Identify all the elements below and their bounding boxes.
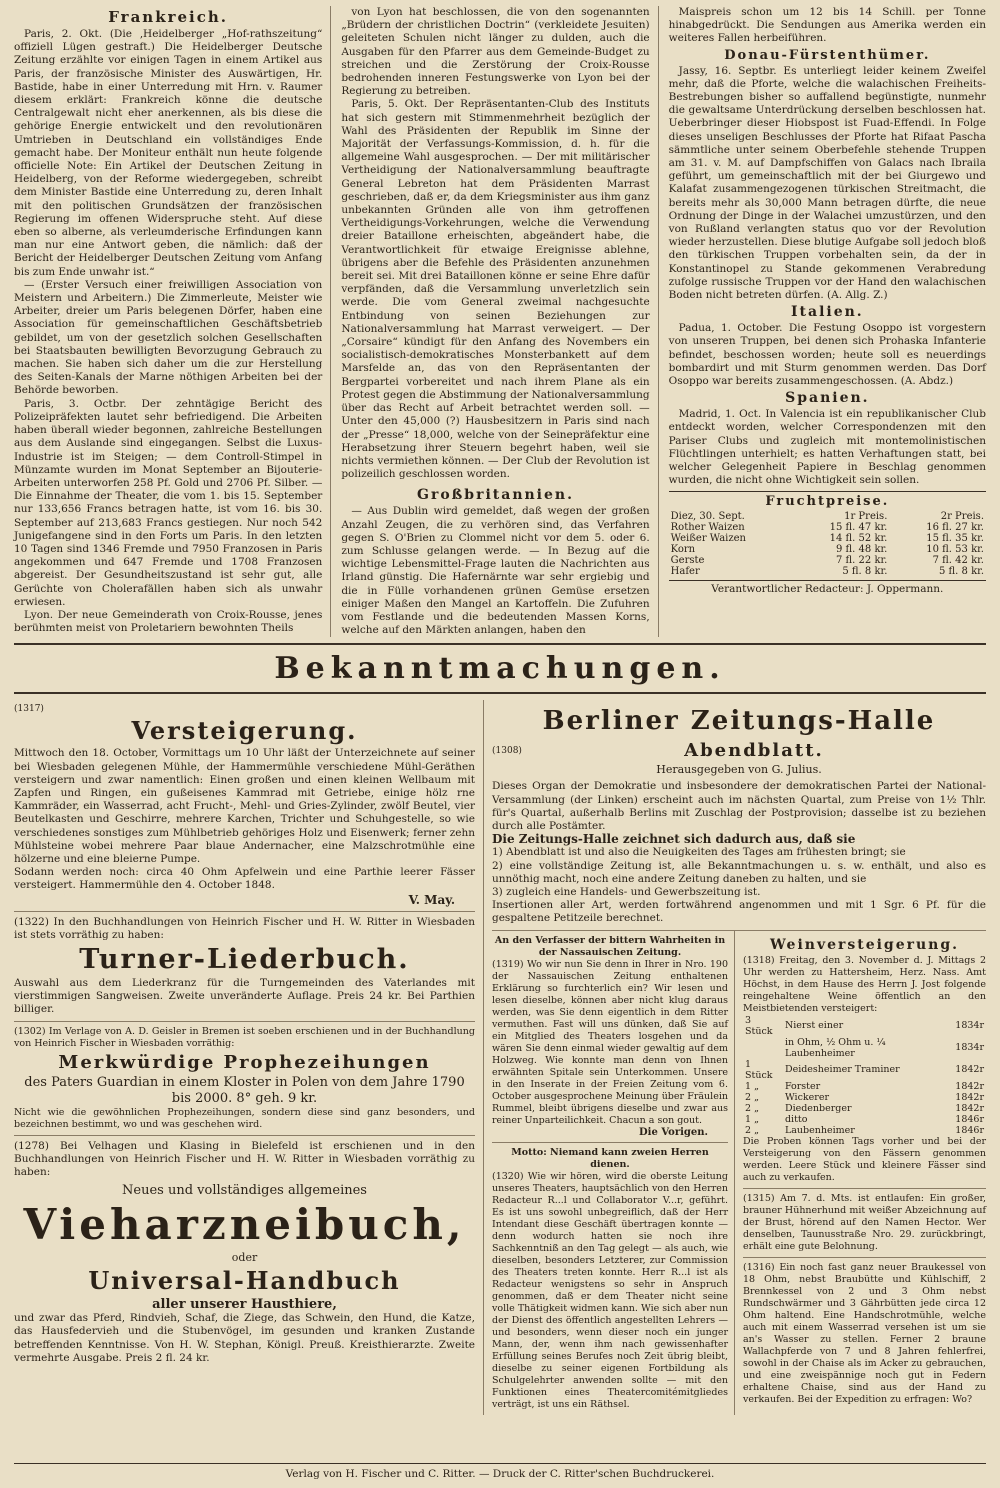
wine-table [743, 1015, 986, 1136]
ad-hund [743, 1189, 986, 1258]
ad-body [743, 955, 986, 1015]
article-continued [669, 6, 986, 46]
section-title-frankreich: Frankreich. [108, 8, 229, 26]
wine-qty: 2 „ [745, 1091, 759, 1103]
wine-qty: 1 „ [745, 1113, 759, 1125]
ad-turner-liederbuch [14, 912, 475, 1022]
price-2: 10 fl. 53 kr. [926, 543, 984, 555]
price-2: 5 fl. 8 kr. [938, 565, 984, 577]
ad-signature: Die Vorigen. [639, 1126, 708, 1138]
ad-subtitle: Abendblatt. [684, 740, 824, 762]
ad-motto: Motto: Niemand kann zweien Herren dienen. [511, 1146, 709, 1170]
ad-note: Nicht wie die gewöhnlichen Prophezeihungen, sondern diese sind ganz besonders, und bezeichnen bestimmt, wo und was geschehen wird. [14, 1106, 475, 1130]
ads-left-column [14, 700, 484, 1414]
wine-name: ditto [784, 1113, 808, 1125]
news-column-1 [14, 6, 331, 637]
price-table [669, 511, 986, 577]
ad-number: (1302) [14, 1025, 46, 1037]
ad-number: (1322) [14, 915, 49, 928]
wine-qty: 1 Stück [745, 1058, 773, 1081]
ad-signature: V. May. [408, 892, 455, 907]
ad-point: 2) eine vollständige Zeitung ist, alle Bekanntmachungen u. s. w. enthält, und also es unnöthig macht, noch eine andere Zeitung daneben zu halten, und sie [492, 859, 986, 885]
ad-subtitle: aller unserer Hausthiere, [152, 1297, 337, 1313]
paragraph: Paris, 5. Okt. Der Repräsentanten-Club des Instituts hat sich gestern mit Stimmenmehrheit bezüglich der Wahl des Präsidenten der Republik im Sinne der Majorität der Verfassungs-Kommission, d. h. für die allgemeine Wahl ausgesprochen. — Der mit militärischer Vertheidigung der Nationalversammlung beauftragte General Lebreton hat dem Präsidenten Marrast geschrieben, daß er, da dem Kriegsminister aus ihm ganz unbekannten Gründen alle von ihm getroffenen Vertheidigungs-Vorkehrungen, welche die Verwendung dreier Bataillone erheischten, abgeändert habe, die Verantwortlichkeit für etwaige Ereignisse ablehne, übrigens aber die Befehle des Präsidenten anzunehmen bereit sei. Mit drei Bataillonen könne er seine Ehre dafür verpfänden, daß die Versammlung unverletzlich sein werde. Die vom General zweimal nachgesuchte Entbindung von seinen Beziehungen zur Nationalversammlung hat Marrast verweigert. — Der „Corsaire“ kündigt für den Anfang des Novembers ein socialistisch-demokratisches Monsterbankett auf dem Marsfelde an, das von den Repräsentanten der Bergpartei vorbereitet und nach ihrem Plane als ein Protest gegen die Abstimmung der Nationalversammlung über das Recht auf Arbeit betrachtet werden soll. — Unter den 45,000 (?) Hausbesitzern in Paris sind nach der „Presse“ 18,000, welche von der Seinepräfektur eine Herabsetzung ihrer Steuern begehrt haben, weil sie nichts vermiethen können. — Der Club der Revolution ist polizeilich geschlossen worden. [341, 98, 650, 481]
ad-title: Versteigerung. [131, 716, 358, 746]
section-title-donau: Donau-Fürstenthümer. [724, 47, 931, 63]
ad-subtitle-row [492, 738, 986, 763]
ad-title: Weinversteigerung. [769, 936, 960, 953]
ad-title: Merkwürdige Prophezeihungen [58, 1051, 431, 1073]
table-row [743, 1037, 986, 1059]
ad-intro-text: Im Verlage von A. D. Geisler in Bremen ist soeben erschienen und in der Buchhandlung von Heinrich Fischer in Wiesbaden vorräthig: [14, 1025, 475, 1049]
article-frankreich [14, 28, 322, 635]
price-col1-header: 1r Preis. [844, 510, 888, 522]
table-row [743, 1125, 986, 1136]
wine-name: Diedenberger [784, 1102, 852, 1114]
ad-number: (1320) [492, 1170, 524, 1182]
news-column-2 [341, 6, 658, 637]
paragraph: Padua, 1. October. Die Festung Osoppo ist vorgestern von unseren Truppen, bei denen sich Prohaska Infanterie befindet, beschossen worden; heute soll es neuerdings bombardirt und mit Sturm genommen werden. Das Dorf Osoppo war bereits zusammengeschossen. (A. Abdz.) [668, 322, 986, 388]
wine-year: 1846r [955, 1124, 984, 1136]
divider [14, 692, 986, 694]
ad-text: Ein noch fast ganz neuer Braukessel von 18 Ohm, nebst Braubütte und Kühlschiff, 2 Brennkessel von 2 und 3 Ohm nebst Rundschwärmer und 3 Gährbütten jede circa 12 Ohm haltend. Eine Handschrotmühle, welche auch mit einem Wasserrad versehen ist um sie an's Wasser zu stellen. Ferner 2 braune Wallachpferde von 7 und 8 Jahren fehlerfrei, sowohl in der Chaise als im Acker zu gebrauchen, und eine zweispännige noch gut in Federn erhaltene Chaise, sind aus der Hand zu verkaufen. Bei der Expedition zu erfragen: Wo? [743, 1261, 986, 1405]
wine-year: 1834r [955, 1020, 984, 1032]
price-col2-header: 2r Preis. [940, 510, 984, 522]
ad-weinversteigerung [743, 931, 986, 1189]
ad-berliner-zeitungshalle [492, 700, 986, 930]
ad-versteigerung [14, 700, 475, 911]
ad-intro-text: In den Buchhandlungen von Heinrich Fischer und H. W. Ritter in Wiesbaden ist stets vorräthig zu haben: [14, 915, 475, 941]
wine-year: 1842r [955, 1064, 984, 1076]
paragraph: von Lyon hat beschlossen, die von den sogenannten „Brüdern der christlichen Doctrin“ (verkleidete Jesuiten) geleiteten Schulen nicht länger zu dulden, auch die Ausgaben für den Pfarrer aus dem Gemeinde-Budget zu streichen und die Zerstörung der Croix-Rousse bedrohenden inneren Festungswerke von Lyon bei der Regierung zu betreiben. [341, 6, 650, 98]
table-row [669, 544, 986, 555]
wine-qty: 2 „ [745, 1102, 759, 1114]
ad-body: des Paters Guardian in einem Kloster in Polen von dem Jahre 1790 bis 2000. 8° geh. 9 kr. [24, 1074, 465, 1106]
ad-editor: Herausgegeben von G. Julius. [656, 763, 822, 777]
ad-number: (1317) [14, 704, 44, 715]
ad-intro-text: Bei Velhagen und Klasing in Bielefeld ist erschienen und in den Buchhandlungen von Heinrich Fischer und H. W. Ritter in Wiesbaden vorräthig zu haben: [14, 1139, 475, 1178]
ad-title-2: Universal-Handbuch [88, 1266, 401, 1296]
ad-body: Auswahl aus dem Liederkranz für die Turngemeinden des Vaterlandes mit vierstimmigen Sangweisen. Zweite unveränderte Auflage. Preis 24 kr. Bei Parthien billiger. [14, 976, 475, 1016]
ad-theater [492, 1143, 728, 1415]
wine-year: 1842r [955, 1102, 984, 1114]
paragraph: Maispreis schon um 12 bis 14 Schill. per Tonne hinabgedrückt. Die Sendungen aus Amerika werden ein weiteres Fallen herbeiführen. [668, 6, 986, 45]
publisher-footer: Verlag von H. Fischer und C. Ritter. — Druck der C. Ritter'schen Buchdruckerei. [14, 1463, 986, 1480]
ad-title: Berliner Zeitungs-Halle [542, 706, 936, 737]
price-place: Diez, 30. Sept. [670, 510, 745, 522]
ad-body [743, 1262, 986, 1406]
ad-text: Wo wir nun Sie denn in Ihrer in Nro. 190 der Nassauischen Zeitung enthaltenen Erklärung so furchterlich ein? Wir lesen und lesen dieselbe, können aber nicht klug daraus werden, was Sie denn eigentlich in dem Ritter vermuthen. Fast will uns dünken, daß Sie auf ein Mitglied des Theaters losgehen und da wären Sie denn einmal wieder gewaltig auf dem Holzweg. Wie konnte man denn von Ihnen erwähnten Spitale sein Unterkommen. Unsere in den Inserate in der Freien Zeitung vom 6. October ausgesprochene Meinung über Fräulein Rummel, bleibt übrigens dieselbe und zwar aus reiner Unparteilichkeit. Chacun a son gout. [492, 958, 729, 1126]
paragraph: Paris, 3. Octbr. Der zehntägige Bericht des Polizeipräfekten lautet sehr befriedigend. Die Arbeiten haben überall wieder begonnen, zahlreiche Bestellungen aus dem Auslande sind eingegangen. Selbst die Luxus-Industrie ist im Steigen; — dem Controll-Stimpel in Münzamte wurden im Monat September an Bijouterie-Arbeiten unterworfen 258 Pf. Gold und 2706 Pf. Silber. — Die Einnahme der Theater, die vom 1. bis 15. September nur 133,656 Francs betragen hatte, ist vom 16. bis 30. September auf 213,683 Francs gestiegen. Nur noch 542 Junigefangene sind in den Forts um Paris. In den letzten 10 Tagen sind 1346 Fremde und 7950 Franzosen in Paris angekommen und 647 Fremde und 1708 Franzosen abgereist. Der Gesundheitszustand ist sehr gut, alle Gerüchte von Cholerafällen haben sich als unwahr erwiesen. [14, 397, 323, 608]
ad-number: (1315) [743, 1192, 775, 1204]
ad-point: 3) zugleich eine Handels- und Gewerbszeitung ist. [492, 885, 761, 898]
table-row [743, 1081, 986, 1092]
ads-right-sub-right [743, 931, 986, 1415]
price-item: Korn [670, 543, 696, 555]
paragraph: Madrid, 1. Oct. In Valencia ist ein republikanischer Club entdeckt worden, welcher Correspondenzen mit den Pariser Clubs und zugleich mit montemolinistischen Flüchtlingen unterhielt; es hatten Verhaftungen statt, bei welcher Gelegenheit Papiere in Beschlag genommen wurden, die nicht ohne Wichtigkeit sein sollen. [668, 408, 986, 487]
ad-number: (1316) [743, 1261, 775, 1273]
ad-number: (1308) [492, 745, 522, 756]
section-title-fruchtpreise: Fruchtpreise. [669, 491, 986, 509]
ad-text: Freitag, den 3. November d. J. Mittags 2 Uhr werden zu Hattersheim, Herz. Nass. Amt Höchst, in dem Hause des Herrn J. Jost folgende reingehaltene Weine öffentlich an den Meistbietenden versteigert: [743, 954, 986, 1014]
wine-year: 1842r [955, 1080, 984, 1092]
price-1: 5 fl. 8 kr. [842, 565, 888, 577]
ad-braukessel [743, 1258, 986, 1410]
price-1: 14 fl. 52 kr. [829, 532, 888, 544]
table-row [669, 555, 986, 566]
ad-note: Die Proben können Tags vorher und bei der Versteigerung von den Fässern genommen werden. Leere Stück und kleinere Fässer sind auch zu verkaufen. [743, 1135, 986, 1183]
ad-body [492, 959, 728, 1127]
table-row [743, 1015, 986, 1037]
ad-intro [14, 916, 475, 942]
ad-body [743, 1193, 986, 1253]
paragraph: — (Erster Versuch einer freiwilligen Association von Meistern und Arbeitern.) Die Zimmerleute, Meister wie Arbeiter, dreier um Paris belegenen Dörfer, haben eine Association für gemeinschaftlichen Geschäftsbetrieb gebildet, um von der gesetzlich solchen Gesellschaften bei Staatsbauten bewilligten Bevorzugung Gebrauch zu machen. Sie haben sich daher um die zur Herstellung des Seiten-Kanals der Marne nöthigen Arbeiten bei der Behörde beworben. [14, 278, 323, 397]
ad-text: Wie wir hören, wird die oberste Leitung unseres Theaters, hauptsächlich von den Herren Redacteur R...l und Collaborator V...r, geführt. Es ist uns sowohl unbegreiflich, daß der Herr Intendant diese Geschäft übertragen konnte — denn wodurch hatten sie noch ihre Sachkenntniß an den Tag gelegt — als auch, wie dieselben, besonders Letzterer, zur Commission des Theaters treten konnte. Herr R...l ist als Redacteur wenigstens so sehr in Anspruch genommen, daß er dem Theater nicht seine volle Thätigkeit widmen kann. Wie sich aber nun der Dienst des öffentlich angestellten Lehrers — und besonders, wenn dieser noch ein junger Mann, der, wenn ihm nach gewissenhafter Erfüllung seines Berufes noch Zeit übrig bleibt, dieselbe zu seiner eigenen Fortbildung als Schulgelehrter anwenden sollte — mit den Funktionen eines Theatercomitémitgliedes verträgt, ist uns ein Räthsel. [492, 1170, 728, 1410]
price-item: Hafer [670, 565, 700, 577]
section-title-italien: Italien. [790, 304, 864, 321]
table-row [743, 1103, 986, 1114]
section-title-grossbritannien: Großbritannien. [417, 487, 574, 504]
ads-right-sub-left [492, 931, 735, 1415]
ad-pre-title: Neues und vollständiges allgemeines [122, 1183, 367, 1199]
paragraph: Jassy, 16. Septbr. Es unterliegt leider keinem Zweifel mehr, daß die Pforte, welche die walachischen Freiheits-Bestrebungen bisher so auffallend begünstigte, nunmehr die gewaltsame Unterdrückung derselben beschlossen hat. Ueberbringer dieser Hiobspost ist Fuad-Effendi. In Folge dieses unseligen Beschlusses der Pforte hat Rifaat Pascha sämmtliche unter seinem Oberbefehle stehende Truppen am 31. v. M. auf Dampfschiffen von Galacs nach Ibraila geführt, um gemeinschaftlich mit der bei Giurgewo und Kalafat zusammengezogenen türkischen Streitmacht, die bereits mehr als 30,000 Mann betragen dürfte, die neue Ordnung der Dinge in der Walachei umzustürzen, und den von Rußland verlangten status quo vor der Revolution wieder herzustellen. Diese blutige Aufgabe soll jedoch bloß den türkischen Truppen vorbehalten sein, da der in Konstantinopel zu Stande gekommenen Verabredung zufolge russische Truppen vor der Hand den walachischen Boden nicht betreten dürfen. (A. Allg. Z.) [668, 64, 986, 302]
advertisements [14, 700, 986, 1414]
ad-body [492, 1171, 728, 1411]
wine-year: 1846r [955, 1113, 984, 1125]
article-donau [669, 65, 986, 303]
ad-heading: An den Verfasser der bittern Wahrheiten in der Nassauischen Zeitung. [494, 934, 726, 958]
ad-body: Sodann werden noch: circa 40 Ohm Apfelwein und eine Parthie leerer Fässer versteigert. Hammermühle den 4. October 1848. [14, 866, 475, 892]
article-italien [669, 322, 986, 388]
wine-name: Forster [784, 1080, 821, 1092]
price-2: 7 fl. 42 kr. [932, 554, 984, 566]
table-row [669, 533, 986, 544]
ad-number: (1319) [492, 958, 524, 970]
wine-qty: 2 „ [745, 1124, 759, 1136]
ad-title: Vieharzneibuch, [23, 1200, 466, 1250]
ad-intro [14, 1140, 475, 1180]
ad-number: (1278) [14, 1139, 49, 1152]
wine-name: in Ohm, ½ Ohm u. ¼ Laubenheimer [784, 1036, 886, 1059]
wine-name: Nierst einer [784, 1020, 844, 1032]
ads-right-subcolumns [492, 931, 986, 1415]
wine-qty: 1 „ [745, 1080, 759, 1092]
price-1: 7 fl. 22 kr. [835, 554, 888, 566]
article-lyon-paris [341, 6, 649, 481]
price-2: 16 fl. 27 kr. [926, 521, 984, 533]
price-2: 15 fl. 35 kr. [926, 532, 984, 544]
ad-intro [14, 1026, 475, 1050]
ad-point: 1) Abendblatt ist und also die Neuigkeiten des Tages am frühesten bringt; sie [492, 846, 906, 859]
wine-year: 1842r [955, 1091, 984, 1103]
banner-bekanntmachungen: Bekanntmachungen. [274, 651, 726, 687]
responsible-editor: Verantwortlicher Redacteur: J. Oppermann. [669, 580, 986, 596]
table-header-row [669, 511, 986, 522]
ad-title: Turner-Liederbuch. [79, 943, 410, 975]
price-1: 9 fl. 48 kr. [835, 543, 888, 555]
table-row [669, 566, 986, 577]
price-item: Rother Waizen [670, 521, 745, 533]
wine-qty [743, 1037, 783, 1059]
paragraph: Paris, 2. Okt. (Die ‚Heidelberger „Hof-rathszeitung“ offiziell Lügen gestraft.) Die Heidelberger Deutsche Zeitung erzählte vor einigen Tagen in einem Artikel aus Paris, der französische Minister des Auswärtigen, Hr. Bastide, habe in einer Unterredung mit Hrn. v. Raumer diesem erklärt: Frankreich könne die deutsche Centralgewalt nicht eher anerkennen, als bis diese die gehörige Energie entwickelt und den revolutionären Umtrieben in Deutschland ein vollständiges Ende gemacht habe. Der Moniteur enthält nun heute folgende officielle Note: Ein Artikel der Deutschen Zeitung in Heidelberg, von der Reforme wiedergegeben, schreibt dem Minister Bastide eine Unterredung zu, deren Inhalt mit den politischen Grundsätzen der französischen Regierung im offenen Widerspruche steht. Auf diese eben so alberne, als verleumderische Erfindungen kann man nur eine Antwort geben, die nämlich: daß der Bericht der Heidelberger Deutschen Zeitung vom Anfang bis zum Ende unwahr ist.“ [14, 28, 323, 278]
ad-body: Dieses Organ der Demokratie und insbesondere der demokratischen Partei der National-Versammlung (der Linken) erscheint auch im nächsten Quartal, zum Preise von 1½ Thlr. für's Quartal, außerhalb Berlins mit Zuschlag der Postprovision; dasselbe ist zu beziehen durch alle Postämter. [492, 780, 986, 832]
wine-name: Deidesheimer Traminer [784, 1064, 900, 1076]
ads-right-column [492, 700, 986, 1414]
wine-name: Laubenheimer [784, 1124, 855, 1136]
ad-claim: Die Zeitungs-Halle zeichnet sich dadurch aus, daß sie [492, 832, 856, 847]
wine-qty: 3 Stück [745, 1014, 773, 1037]
ad-text: Am 7. d. Mts. ist entlaufen: Ein großer, brauner Hühnerhund mit weißer Abzeichnung auf der Brust, hörend auf den Namen Hector. Wer denselben, Taunusstraße Nro. 29. zurückbringt, erhält eine gute Belohnung. [743, 1192, 986, 1252]
section-title-spanien: Spanien. [785, 390, 870, 407]
paragraph: Lyon. Der neue Gemeinderath von Croix-Rousse, jenes berühmten meist von Proletariern bewohnten Theils [14, 608, 323, 635]
news-column-3 [669, 6, 986, 637]
wine-name: Wickerer [784, 1091, 829, 1103]
ad-body: Mittwoch den 18. October, Vormittags um 10 Uhr läßt der Unterzeichnete auf seiner bei Wiesbaden gelegenen Mühle, der Hammermühle verschiedene Mühl-Geräthen versteigern und zwar namentlich: Einen großen und einen kleinen Wellbaum mit Zapfen und Ringen, ein gußeisenes Kammrad mit Getriebe, einige hölz rne Kammräder, ein Wasserrad, acht Frucht-, Mehl- und Gries-Zylinder, zwölf Beutel, vier Beutelkasten und Geschirre, mehrere Karchen, Trichter und Schuhgestelle, so wie verschiedenes sonstiges zum Mühlbetrieb gehöriges Holz und Eisenwerk; ferner zehn Mühlsteine wobei mehrere Paar blaue Andernacher, eine Malzschrotmühle eine hölzerne und eine bleierne Pumpe. [14, 747, 475, 865]
ad-number: (1318) [743, 954, 775, 966]
article-grossbritannien [341, 505, 649, 637]
ad-wahrheiten [492, 931, 728, 1143]
paragraph: — Aus Dublin wird gemeldet, daß wegen der großen Anzahl Zeugen, die zu verhören sind, das Verfahren gegen S. O'Brien zu Clommel nicht vor dem 5. oder 6. zum Schlusse gelangen werde. — In Bezug auf die wichtige Lebensmittel-Frage lauten die Nachrichten aus Irland günstig. Die Hafernärnte war sehr ergiebig und die in Fülle vorhandenen grünen Gemüse ersetzen einiger Maßen den Mangel an Kartoffeln. Die Zufuhren vom Festlande und die bedeutenden Massen Korns, welche auf den Märkten anlangen, haben den [341, 505, 650, 637]
table-row [669, 522, 986, 533]
ad-prophezeihungen [14, 1022, 475, 1136]
price-item: Gerste [670, 554, 705, 566]
ad-body: und zwar das Pferd, Rindvieh, Schaf, die Ziege, das Schwein, den Hund, die Katze, das Hausfedervieh und die Stubenvögel, im gesunden und kranken Zustande betreffenden Kenntnisse. Von H. W. Stephan, Königl. Preuß. Kreisthierarzte. Zweite vermehrte Ausgabe. Preis 2 fl. 24 kr. [14, 1312, 475, 1364]
news-columns [14, 6, 986, 637]
table-row [743, 1059, 986, 1081]
wine-year: 1834r [955, 1042, 984, 1054]
table-row [743, 1114, 986, 1125]
ad-oder: oder [231, 1251, 258, 1265]
ad-body: Insertionen aller Art, werden fortwährend angenommen und mit 1 Sgr. 6 Pf. für die gespaltene Petitzeile berechnet. [492, 899, 986, 925]
price-item: Weißer Waizen [670, 532, 746, 544]
table-row [743, 1092, 986, 1103]
divider [14, 643, 986, 645]
ad-vieharzneibuch [14, 1136, 475, 1369]
article-spanien [669, 408, 986, 487]
price-1: 15 fl. 47 kr. [829, 521, 888, 533]
